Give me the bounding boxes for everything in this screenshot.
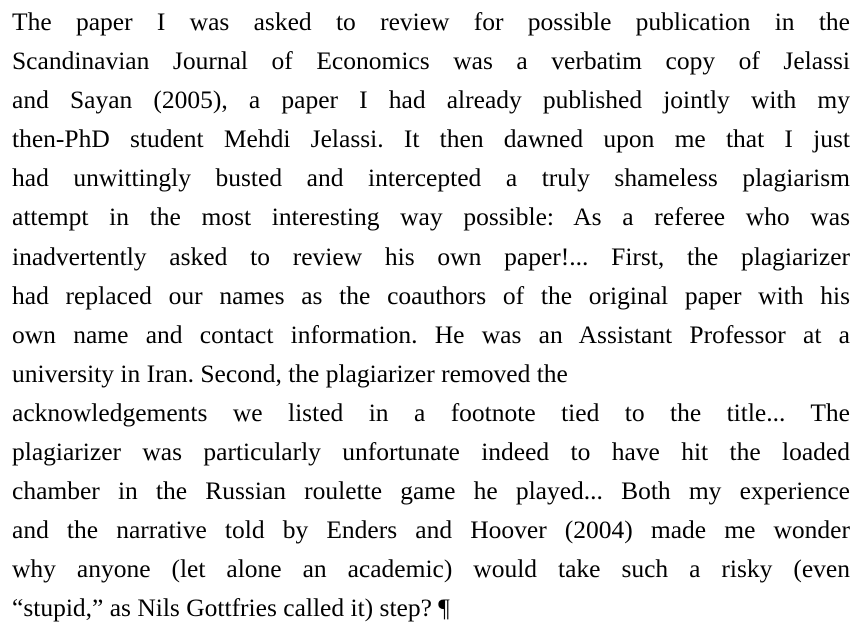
text-line: acknowledgements we listed in a footnote tied to the title... The xyxy=(12,397,850,427)
text-line: Scandinavian Journal of Economics was a verbatim copy of Jelassi xyxy=(12,46,850,76)
text-line: own name and contact information. He was an Assistant Professor at a xyxy=(12,319,850,349)
text-line: then-PhD student Mehdi Jelassi. It then dawned upon me that I just xyxy=(12,124,850,154)
text-line: university in Iran. Second, the plagiarizer removed the xyxy=(12,358,568,388)
text-line: “stupid,” as Nils Gottfries called it) step? ¶ xyxy=(12,593,450,623)
text-line: why anyone (let alone an academic) would take such a risky (even xyxy=(12,554,850,584)
text-line: chamber in the Russian roulette game he played... Both my experience xyxy=(12,476,850,506)
text-line: inadvertently asked to review his own paper!... First, the plagiarizer xyxy=(12,241,850,271)
text-line: had replaced our names as the coauthors of the original paper with his xyxy=(12,280,850,310)
text-line: and Sayan (2005), a paper I had already published jointly with my xyxy=(12,85,850,115)
text-line: and the narrative told by Enders and Hoover (2004) made me wonder xyxy=(12,515,850,545)
quote-document xyxy=(12,2,864,628)
text-line: had unwittingly busted and intercepted a truly shameless plagiarism xyxy=(12,163,850,193)
text-line: The paper I was asked to review for possible publication in the xyxy=(12,7,850,36)
text-line: attempt in the most interesting way possible: As a referee who was xyxy=(12,202,850,232)
text-line: plagiarizer was particularly unfortunate indeed to have hit the loaded xyxy=(12,437,850,467)
